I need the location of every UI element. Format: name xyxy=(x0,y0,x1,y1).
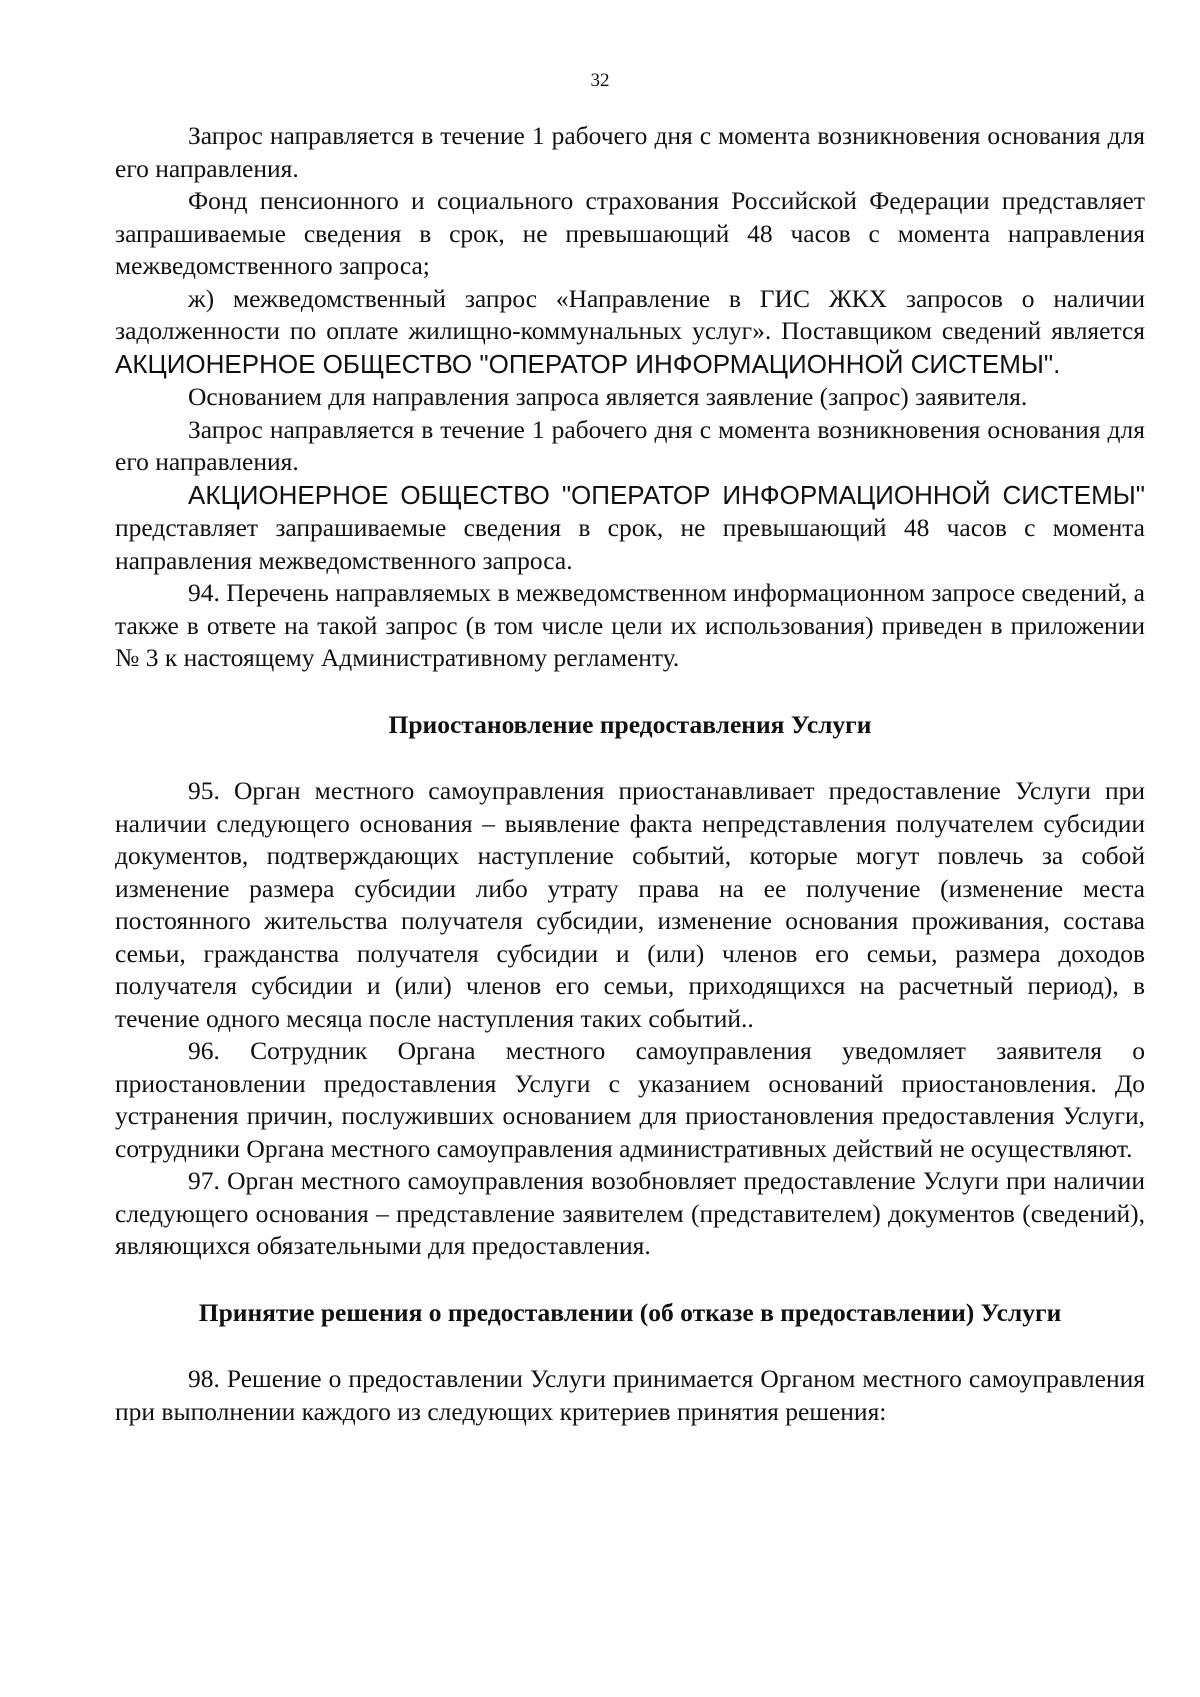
paragraph-operator-response-text: представляет запрашиваемые сведения в срок, не превышающий 48 часов с момента направления межведомственного запроса. xyxy=(115,513,1145,575)
paragraph-gis-zhkh-request xyxy=(115,283,1145,382)
paragraph-98: 98. Решение о предоставлении Услуги принимается Органом местного самоуправления при выполнении каждого из следующих критериев принятия решения: xyxy=(115,1364,1145,1426)
paragraph-95: 95. Орган местного самоуправления приостанавливает предоставление Услуги при наличии следующего основания – выявление факта непредставления получателем субсидии документов, подтверждающих наступление событий, которые могут повлечь за собой изменение размера субсидии либо утрату права на ее получение (изменение места постоянного жительства получателя субсидии, изменение основания проживания, состава семьи, гражданства получателя субсидии и (или) членов его семьи, размера доходов получателя субсидии и (или) членов его семьи, приходящихся на расчетный период), в течение одного месяца после наступления таких событий.. xyxy=(115,776,1145,1033)
paragraph-operator-response xyxy=(115,479,1145,578)
paragraph-97: 97. Орган местного самоуправления возобновляет предоставление Услуги при наличии следующего основания – представление заявителем (представителем) документов (сведений), являющихся обязательными для предоставления. xyxy=(115,1166,1145,1260)
paragraph-pension-fund: Фонд пенсионного и социального страхования Российской Федерации представляет запрашиваемые сведения в срок, не превышающий 48 часов с момента направления межведомственного запроса; xyxy=(115,186,1145,280)
paragraph-request-timing-2: Запрос направляется в течение 1 рабочего дня с момента возникновения основания для его направления. xyxy=(115,414,1145,476)
paragraph-request-timing-1: Запрос направляется в течение 1 рабочего дня с момента возникновения основания для его направления. xyxy=(115,121,1145,183)
organization-name-2: АКЦИОНЕРНОЕ ОБЩЕСТВО "ОПЕРАТОР ИНФОРМАЦИОННОЙ СИСТЕМЫ" xyxy=(188,479,1145,510)
section-heading-suspension: Приостановление предоставления Услуги xyxy=(388,709,872,739)
page-number: 32 xyxy=(590,70,610,91)
organization-name: АКЦИОНЕРНОЕ ОБЩЕСТВО "ОПЕРАТОР ИНФОРМАЦИОННОЙ СИСТЕМЫ". xyxy=(115,348,1061,379)
paragraph-94: 94. Перечень направляемых в межведомственном информационном запросе сведений, а также в ответе на такой запрос (в том числе цели их использования) приведен в приложении № 3 к настоящему Административному регламенту. xyxy=(115,578,1145,672)
paragraph-96: 96. Сотрудник Органа местного самоуправления уведомляет заявителя о приостановлении предоставления Услуги с указанием оснований приостановления. До устранения причин, послуживших основанием для приостановления предоставления Услуги, сотрудники Органа местного самоуправления административных действий не осуществляют. xyxy=(115,1036,1145,1163)
section-heading-decision: Принятие решения о предоставлении (об отказе в предоставлении) Услуги xyxy=(198,1297,1062,1327)
document-body xyxy=(115,120,1145,1428)
paragraph-gis-zhkh-text: ж) межведомственный запрос «Направление в ГИС ЖКХ запросов о наличии задолженности по оплате жилищно-коммунальных услуг». Поставщиком сведений является xyxy=(115,283,1145,345)
paragraph-request-basis: Основанием для направления запроса является заявление (запрос) заявителя. xyxy=(188,382,1028,411)
